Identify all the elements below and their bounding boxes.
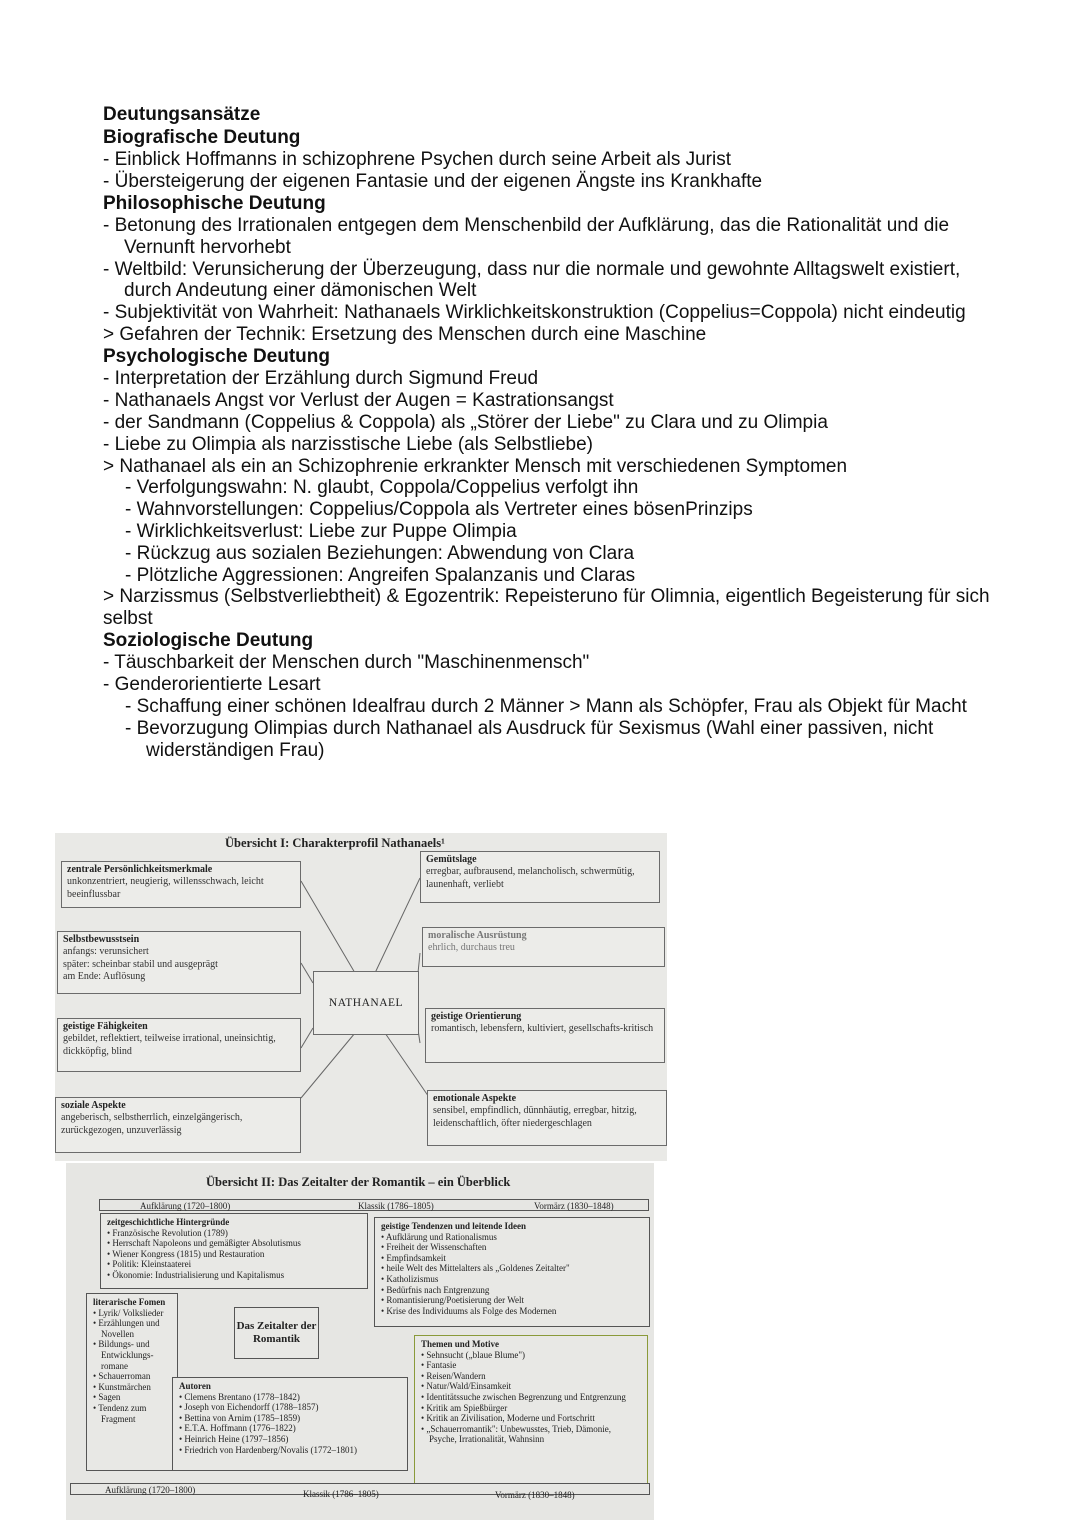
- notes-heading: Deutungsansätze: [103, 104, 261, 125]
- box-themen-motive: Themen und Motive • Sehnsucht („blaue Blume") • Fantasie • Reisen/Wandern • Natur/Wald/Einsamkeit • Identitätssuche zwischen Begrenzung und Entgrenzung • Kritik am Spießbürger • Kritik an Zivilisation, Moderne und Fortschritt • „Schauerromantik": Unbewusstes, Trieb, Dämonie, Psyche, Irrationalität, Wahnsinn: [414, 1335, 648, 1485]
- interpretation-notes: [103, 104, 1003, 761]
- box-hintergruende: zeitgeschichtliche Hintergründe • Französische Revolution (1789) • Herrschaft Napoleons und gemäßigter Absolutismus • Wiener Kongress (1815) und Restauration • Politik: Kleinstaaterei • Ökonomie: Industrialisierung und Kapitalismus: [100, 1213, 368, 1289]
- bullet: - Subjektivität von Wahrheit: Nathanaels Wirklichkeitskonstruktion (Coppelius=Coppola) nicht eindeutig: [103, 302, 966, 324]
- period-klassik: Klassik (1786–1805): [358, 1201, 434, 1211]
- bullet: - Liebe zu Olimpia als narzisstische Liebe (als Selbstliebe): [103, 433, 594, 455]
- bullet: - der Sandmann (Coppelius & Coppola) als „Störer der Liebe" zu Clara und zu Olimpia: [103, 411, 828, 433]
- bullet: - Nathanaels Angst vor Verlust der Augen = Kastrationsangst: [103, 390, 614, 412]
- box-autoren: Autoren • Clemens Brentano (1778–1842) • Joseph von Eichendorff (1788–1857) • Bettina von Arnim (1785–1859) • E.T.A. Hoffmann (1776–1822) • Heinrich Heine (1797–1856) • Friedrich von Hardenberg/Novalis (1772–1801): [172, 1377, 408, 1471]
- section-title-psycho: Psychologische Deutung: [103, 345, 330, 367]
- sub-bullet: - Bevorzugung Olimpias durch Nathanael als Ausdruck für Sexismus (Wahl einer passiven, nicht widerständigen Frau): [125, 717, 934, 761]
- box-text: angeberisch, selbstherrlich, einzelgängerisch, zurückgezogen, unzuverlässig: [61, 1112, 243, 1136]
- sub-bullet: - Plötzliche Aggressionen: Angreifen Spalanzanis und Claras: [125, 564, 636, 586]
- section-title-sozio: Soziologische Deutung: [103, 629, 314, 651]
- bullet: - Übersteigerung der eigenen Fantasie und der eigenen Ängste ins Krankhafte: [103, 170, 763, 192]
- conclusion: > Nathanael als ein an Schizophrenie erkrankter Mensch mit verschiedenen Symptomen: [103, 455, 848, 477]
- period-vormaerz: Vormärz (1830–1848): [495, 1490, 575, 1500]
- box-text: ehrlich, durchaus treu: [428, 942, 515, 954]
- box-text: erregbar, aufbrausend, melancholisch, schwermütig, launenhaft, verliebt: [426, 866, 635, 890]
- box-label: zentrale Persönlichkeitsmerkmale: [67, 864, 213, 875]
- box-label: soziale Aspekte: [61, 1100, 126, 1111]
- box-label: Themen und Motive: [421, 1339, 500, 1349]
- box-label: geistige Orientierung: [431, 1011, 522, 1022]
- box-label: zeitgeschichtliche Hintergründe: [107, 1217, 230, 1227]
- box-text: am Ende: Auflösung: [63, 971, 146, 983]
- sub-bullet: - Schaffung einer schönen Idealfrau durch 2 Männer > Mann als Schöpfer, Frau als Objekt für Macht: [125, 696, 967, 718]
- profile-title: Übersicht I: Charakterprofil Nathanaels¹: [225, 836, 445, 850]
- sub-bullet: - Rückzug aus sozialen Beziehungen: Abwendung von Clara: [125, 542, 635, 564]
- box-literarische-formen: literarische Fomen • Lyrik/ Volkslieder • Erzählungen und Novellen • Bildungs- und Entwicklungs- romane • Schauerroman • Kunstmärchen • Sagen • Tendenz zum Fragment: [86, 1293, 178, 1471]
- period-aufklaerung: Aufklärung (1720–1800): [140, 1201, 231, 1211]
- sub-bullet: - Wirklichkeitsverlust: Liebe zur Puppe Olimpia: [125, 520, 517, 542]
- character-profile-scan: [55, 833, 667, 1161]
- sub-bullet: - Verfolgungswahn: N. glaubt, Coppola/Coppelius verfolgt ihn: [125, 477, 639, 499]
- box-gemuetslage: [420, 851, 660, 903]
- box-text: anfangs: verunsichert: [63, 946, 149, 958]
- box-zentral: [61, 861, 301, 908]
- period-bar-top: [99, 1199, 649, 1211]
- box-label: Autoren: [179, 1381, 211, 1391]
- box-text: gebildet, reflektiert, teilweise irrational, uneinsichtig, dickköpfig, blind: [63, 1033, 276, 1057]
- conclusion: > Narzissmus (Selbstverliebtheit) & Egozentrik: Repeisteruno für Olimnia, eigentlich Begeisterung für sich selbst: [103, 586, 990, 630]
- box-emotionale-aspekte: [427, 1090, 667, 1146]
- box-label: Selbstbewusstsein: [63, 934, 140, 945]
- bullet: - Interpretation der Erzählung durch Sigmund Freud: [103, 368, 539, 390]
- section-title-bio: Biografische Deutung: [103, 126, 301, 148]
- bullet: - Weltbild: Verunsicherung der Überzeugung, dass nur die normale und gewohnte Alltagswelt existiert, durch Andeutung einer dämonischen Welt: [103, 258, 961, 302]
- bullet: - Genderorientierte Lesart: [103, 674, 321, 696]
- box-label: emotionale Aspekte: [433, 1093, 517, 1104]
- box-tendenzen: geistige Tendenzen und leitende Ideen • Aufklärung und Rationalismus • Freiheit der Wissenschaften • Empfindsamkeit • heile Welt des Mittelalters als „Goldenes Zeitalter" • Katholizismus • Bedürfnis nach Entgrenzung • Romantisierung/Poetisierung der Welt • Krise des Individuums als Folge des Modernen: [374, 1217, 650, 1327]
- box-label: literarische Fomen: [93, 1297, 166, 1307]
- period-bar-bottom: [70, 1483, 650, 1500]
- box-moralische-ausruestung: [422, 927, 665, 967]
- box-text: unkonzentriert, neugierig, willensschwach, leicht beeinflussbar: [67, 876, 264, 900]
- box-label: moralische Ausrüstung: [428, 930, 527, 941]
- conclusion: > Gefahren der Technik: Ersetzung des Menschen durch eine Maschine: [103, 324, 707, 346]
- center-nathanael: NATHANAEL: [313, 971, 419, 1035]
- box-text: romantisch, lebensfern, kultiviert, gesellschafts-kritisch: [431, 1023, 654, 1035]
- box-text: später: scheinbar stabil und ausgeprägt: [63, 958, 218, 970]
- bullet: - Täuschbarkeit der Menschen durch "Maschinenmensch": [103, 652, 590, 674]
- section-title-philo: Philosophische Deutung: [103, 192, 326, 214]
- box-text: sensibel, empfindlich, dünnhäutig, erregbar, hitzig, leidenschaftlich, öfter niedergeschlagen: [433, 1105, 637, 1129]
- box-geistige-faehigkeiten: [57, 1018, 301, 1072]
- bullet: - Betonung des Irrationalen entgegen dem Menschenbild der Aufklärung, das die Rationalität und die Vernunft hervorhebt: [103, 215, 950, 258]
- box-label: geistige Tendenzen und leitende Ideen: [381, 1221, 527, 1231]
- box-label: Gemütslage: [426, 854, 477, 865]
- bullet: - Einblick Hoffmanns in schizophrene Psychen durch seine Arbeit als Jurist: [103, 149, 732, 170]
- center-zeitalter-romantik: Das Zeitalter der Romantik: [234, 1307, 319, 1359]
- box-label: geistige Fähigkeiten: [63, 1021, 148, 1032]
- romantik-overview-scan: [66, 1163, 654, 1520]
- overview-title: Übersicht II: Das Zeitalter der Romantik – ein Überblick: [206, 1175, 511, 1189]
- period-vormaerz: Vormärz (1830–1848): [534, 1201, 614, 1211]
- period-klassik: Klassik (1786–1805): [303, 1489, 379, 1499]
- box-selbstbewusstsein: [57, 931, 301, 994]
- box-geistige-orientierung: [425, 1008, 665, 1063]
- box-soziale-aspekte: [55, 1097, 301, 1153]
- period-aufklaerung: Aufklärung (1720–1800): [105, 1485, 196, 1495]
- sub-bullet: - Wahnvorstellungen: Coppelius/Coppola als Vertreter eines bösenPrinzips: [125, 499, 753, 521]
